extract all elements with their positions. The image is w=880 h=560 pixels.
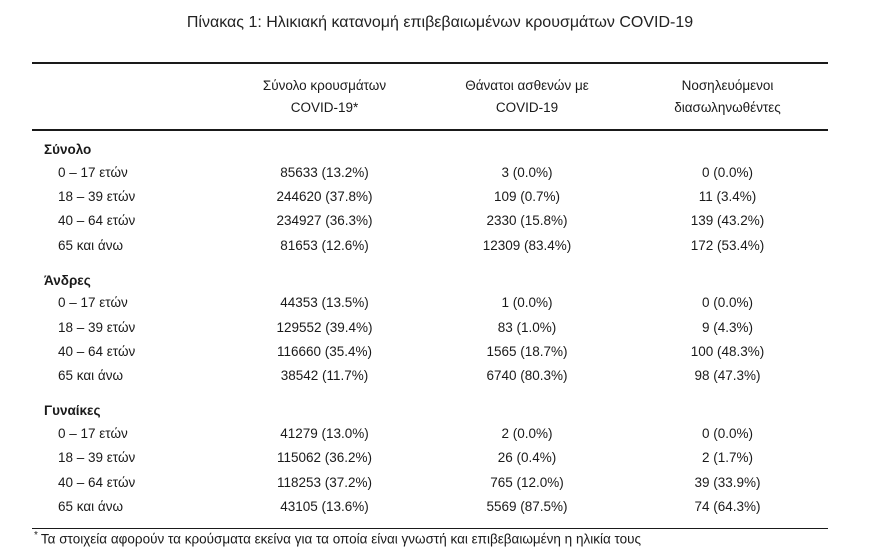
deaths-cell: 3 (0.0%) — [501, 164, 553, 180]
table-row — [32, 184, 828, 208]
age-group-cell: 40 – 64 ετών — [58, 213, 136, 229]
header-deaths-line1: Θάνατοι ασθενών με — [465, 77, 589, 93]
table-row — [32, 160, 828, 184]
age-group-cell: 18 – 39 ετών — [58, 319, 136, 335]
age-group-cell: 40 – 64 ετών — [58, 474, 136, 490]
cases-cell: 41279 (13.0%) — [280, 425, 369, 441]
intubated-cell: 11 (3.4%) — [698, 189, 757, 205]
deaths-cell: 83 (1.0%) — [497, 319, 557, 335]
header-intubated — [627, 64, 828, 129]
header-intubated-line2: διασωληνωθέντες — [674, 99, 781, 115]
header-cases-line2: COVID-19* — [290, 99, 359, 115]
intubated-cell: 0 (0.0%) — [701, 425, 754, 441]
header-cases-line1: Σύνολο κρουσμάτων — [262, 77, 387, 93]
table-row — [32, 233, 828, 257]
cases-cell: 129552 (39.4%) — [276, 319, 373, 335]
header-empty — [32, 64, 222, 129]
cases-cell: 244620 (37.8%) — [276, 189, 373, 205]
intubated-cell: 98 (47.3%) — [694, 368, 761, 384]
footnote-marker: * — [34, 530, 38, 541]
intubated-cell: 2 (1.7%) — [701, 450, 754, 466]
deaths-cell: 765 (12.0%) — [490, 474, 564, 490]
header-row — [32, 64, 828, 129]
table-row — [32, 315, 828, 339]
intubated-cell: 9 (4.3%) — [701, 319, 754, 335]
intubated-cell: 100 (48.3%) — [690, 344, 765, 360]
table-row — [32, 291, 828, 315]
cases-cell: 81653 (12.6%) — [280, 237, 369, 253]
deaths-cell: 1565 (18.7%) — [486, 344, 568, 360]
age-group-cell: 0 – 17 ετών — [58, 164, 128, 180]
table-row — [32, 421, 828, 445]
age-group-cell: 65 και άνω — [58, 498, 124, 514]
age-group-cell: 65 και άνω — [58, 237, 124, 253]
section-header-row — [32, 388, 828, 421]
cases-cell: 44353 (13.5%) — [280, 295, 369, 311]
section-title: Γυναίκες — [44, 403, 101, 419]
table-row — [32, 364, 828, 388]
footnote-text: Τα στοιχεία αφορούν τα κρούσματα εκείνα για τα οποία είναι γνωστή και επιβεβαιωμένη η ηλικία τους — [40, 531, 642, 547]
age-group-cell: 0 – 17 ετών — [58, 425, 128, 441]
intubated-cell: 139 (43.2%) — [690, 213, 765, 229]
table-row — [32, 209, 828, 233]
table-row — [32, 446, 828, 470]
deaths-cell: 2 (0.0%) — [501, 425, 553, 441]
deaths-cell: 2330 (15.8%) — [486, 213, 568, 229]
cases-cell: 115062 (36.2%) — [276, 450, 373, 466]
cases-cell: 116660 (35.4%) — [276, 344, 373, 360]
table-row — [32, 470, 828, 494]
table-title: Πίνακας 1: Ηλικιακή κατανομή επιβεβαιωμένων κρουσμάτων COVID-19 — [186, 14, 694, 31]
age-group-cell: 40 – 64 ετών — [58, 344, 136, 360]
cases-cell: 118253 (37.2%) — [276, 474, 373, 490]
age-group-cell: 18 – 39 ετών — [58, 189, 136, 205]
deaths-cell: 109 (0.7%) — [493, 189, 561, 205]
intubated-cell: 74 (64.3%) — [694, 498, 761, 514]
deaths-cell: 6740 (80.3%) — [486, 368, 568, 384]
table-row — [32, 494, 828, 518]
age-group-cell: 0 – 17 ετών — [58, 295, 128, 311]
cases-cell: 38542 (11.7%) — [280, 368, 369, 384]
deaths-cell: 1 (0.0%) — [501, 295, 553, 311]
covid-age-table — [32, 64, 828, 519]
intubated-cell: 0 (0.0%) — [701, 164, 754, 180]
intubated-cell: 172 (53.4%) — [690, 237, 765, 253]
section-header-row — [32, 258, 828, 291]
bottom-rule — [32, 528, 828, 529]
section-title: Σύνολο — [44, 142, 92, 157]
header-cases — [222, 64, 427, 129]
cases-cell: 234927 (36.3%) — [276, 213, 373, 229]
age-group-cell: 18 – 39 ετών — [58, 450, 136, 466]
intubated-cell: 0 (0.0%) — [701, 295, 754, 311]
table-row — [32, 339, 828, 363]
section-title: Άνδρες — [44, 272, 91, 288]
header-deaths-line2: COVID-19 — [495, 99, 559, 115]
age-group-cell: 65 και άνω — [58, 368, 124, 384]
deaths-cell: 5569 (87.5%) — [486, 498, 568, 514]
header-intubated-line1: Νοσηλευόμενοι — [681, 77, 774, 93]
footnote — [34, 530, 874, 547]
table-body — [32, 129, 828, 519]
section-header-row — [32, 129, 828, 160]
deaths-cell: 26 (0.4%) — [497, 450, 557, 466]
deaths-cell: 12309 (83.4%) — [482, 237, 572, 253]
cases-cell: 85633 (13.2%) — [280, 164, 369, 180]
cases-cell: 43105 (13.6%) — [280, 498, 369, 514]
intubated-cell: 39 (33.9%) — [694, 474, 761, 490]
header-deaths — [427, 64, 627, 129]
